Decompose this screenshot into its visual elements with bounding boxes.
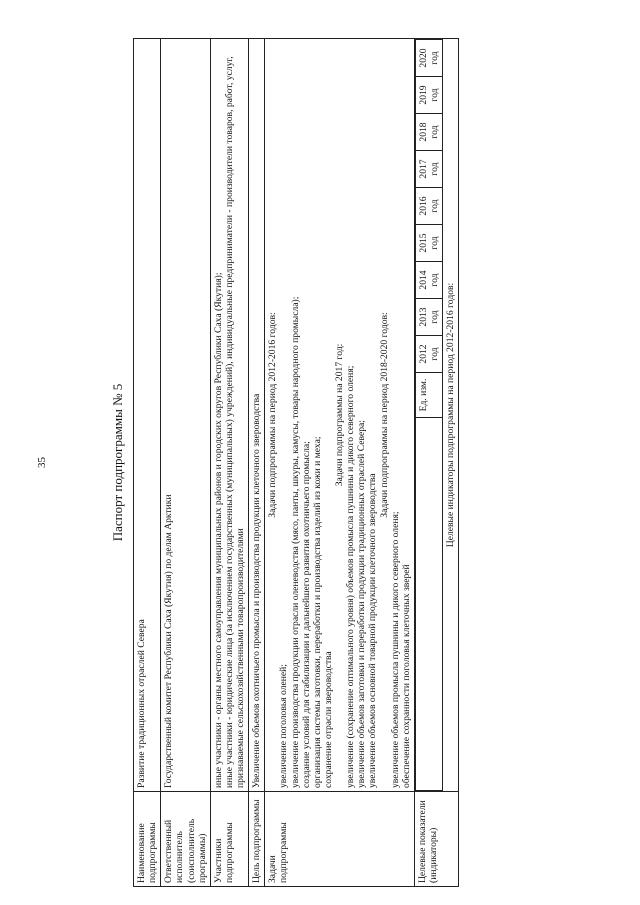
row-goal	[249, 39, 265, 887]
tasks-heading-2018-2020: Задачи подпрограммы на период 2018-2020 годов:	[378, 312, 390, 518]
participants-line-2: иные участники - юридические лица (за исключением государственных (муниципальных) учреждений), индивидуальные предприниматели - производители товаров, работ, услуг, признаваемые сельскохозяйственными товаропроизводителями	[223, 56, 246, 788]
task-item: увеличение объемов промысла пушнины и дикого северного оленя;	[389, 511, 401, 788]
task-item: обеспечение сохранности поголовья клеточных зверей	[400, 564, 412, 788]
task-item: увеличение (сохранение оптимального уровня) объемов промысла пушнины и дикого северного оленя;	[345, 365, 357, 788]
task-item: создание условий для стабилизации и дальнейшего развития охотничьего промысла;	[300, 441, 312, 788]
year-header: 2014 год	[415, 262, 442, 299]
row-executor	[161, 39, 211, 887]
targets-unit-header: Ед. изм.	[415, 373, 442, 418]
task-item: увеличение объемов основной товарной продукции клеточного звероводства	[367, 473, 379, 788]
year-header: 2013 год	[415, 299, 442, 336]
participants-line-1: иные участники - органы местного самоуправления муниципальных районов и городских округов Республики Саха (Якутия);	[212, 272, 224, 788]
name-value: Развитие традиционных отраслей Севера	[134, 39, 161, 792]
year-header: 2020 год	[415, 40, 442, 77]
participants-label: Участники подпрограммы	[210, 792, 248, 887]
passport-table	[133, 38, 459, 887]
participants-value	[210, 39, 248, 792]
year-header: 2017 год	[415, 151, 442, 188]
executor-label: Ответственный исполнитель (соисполнитель программы)	[161, 792, 211, 887]
page-title: Паспорт подпрограммы № 5	[110, 383, 125, 542]
executor-value: Государственный комитет Республики Саха (Якутия) по делам Арктики	[161, 39, 211, 792]
goal-value: Увеличение объемов охотничьего промысла и производства продукции клеточного звероводства	[249, 39, 265, 792]
name-label: Наименование подпрограммы	[134, 792, 161, 887]
tasks-label: Задачи подпрограммы	[265, 792, 415, 887]
row-name	[134, 39, 161, 887]
task-item: увеличение поголовья оленей;	[278, 664, 290, 788]
year-header: 2016 год	[415, 188, 442, 225]
rotated-page-content	[103, 38, 623, 887]
tasks-value	[265, 39, 415, 792]
task-item: сохранение отрасли звероводства	[322, 651, 334, 788]
targets-table	[415, 39, 458, 791]
targets-value	[414, 39, 458, 792]
targets-label: Целевые показатели (индикаторы)	[414, 792, 458, 887]
tasks-heading-2012-2016: Задачи подпрограммы на период 2012-2016 годов:	[267, 312, 279, 518]
targets-footer: Целевые индикаторы подпрограммы на период 2012-2016 годов:	[445, 282, 457, 548]
targets-indicator-header	[415, 418, 442, 791]
task-item: организация системы заготовки, переработки и производства изделий из кожи и меха;	[311, 436, 323, 788]
page-number: 35	[36, 457, 48, 468]
tasks-heading-2017: Задачи подпрограммы на 2017 год:	[334, 343, 345, 487]
row-participants	[210, 39, 248, 887]
goal-label: Цель подпрограммы	[249, 792, 265, 887]
year-header: 2012 год	[415, 336, 442, 373]
task-item: увеличение производства продукции отрасли оленеводства (мясо, панты, шкуры, камусы, товары народного промысла);	[289, 296, 301, 788]
year-header: 2019 год	[415, 77, 442, 114]
year-header: 2018 год	[415, 114, 442, 151]
row-targets	[414, 39, 458, 887]
targets-header-row	[415, 40, 442, 791]
task-item: увеличение объемов заготовки и переработки продукции традиционных отраслей Севера;	[356, 420, 368, 788]
year-header: 2015 год	[415, 225, 442, 262]
row-tasks	[265, 39, 415, 887]
targets-footer-row	[443, 40, 459, 791]
